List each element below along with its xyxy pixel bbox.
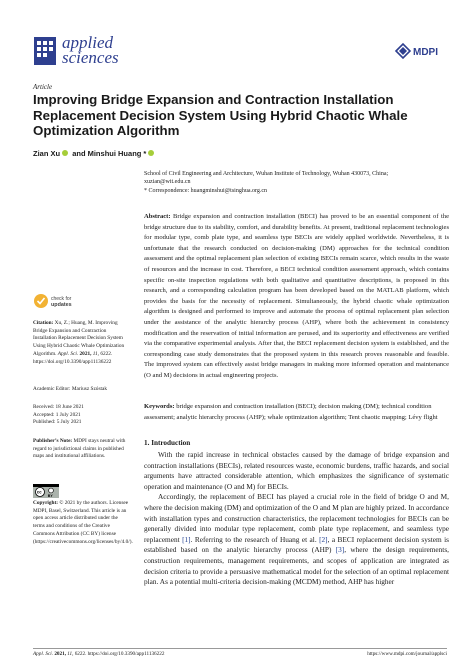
author-name: and Minshui Huang * (72, 149, 147, 158)
page-footer (33, 648, 447, 657)
intro-paragraph-1: With the rapid increase in technical obstacles caused by the damage of bridge expansion and contraction installations (BECIs), related resources waste, economic burdens, traffic hazards, and social arguments have attracted considerable attention, which emphasizes the significance of systematic operation and maintenance (O and M) for BECIs. (144, 450, 449, 491)
orcid-icon[interactable] (62, 150, 68, 156)
citation-text: Xu, Z.; Huang, M. Improving Bridge Expansion and Contraction Installation Replacement Decision System Using Hybrid Chaotic Whale Optimization Algorithm. (33, 320, 125, 357)
citation-volume: 11, (92, 350, 99, 357)
footer-journal-url[interactable]: https://www.mdpi.com/journal/applsci (367, 651, 447, 657)
article-title: Improving Bridge Expansion and Contraction Installation Replacement Decision System Using Hybrid Chaotic Whale Optimization Algorithm (33, 92, 408, 138)
orcid-icon[interactable] (148, 150, 154, 156)
journal-name-line2: sciences (62, 48, 119, 67)
publisher-note-label: Publisher’s Note: (33, 438, 73, 444)
citation-label: Citation: (33, 320, 54, 326)
citation-year: 2021, (79, 350, 92, 357)
abstract (144, 212, 449, 382)
introduction-text (144, 450, 449, 588)
reference-link[interactable]: [1] (182, 534, 191, 544)
publication-dates (33, 404, 130, 427)
footer-doi[interactable]: 6222. https://doi.org/10.3390/app11136222 (74, 651, 165, 657)
correspondence-line: * Correspondence: huangminshui@tsinghua.org.cn (144, 187, 268, 194)
author-name: Zian Xu (33, 149, 61, 158)
author-email[interactable]: xuzian@wit.edu.cn (144, 179, 191, 186)
author-list (33, 149, 156, 158)
academic-editor: Academic Editor: Mariusz Szóstak (33, 386, 107, 392)
accepted-date: Accepted: 1 July 2021 (33, 411, 81, 418)
copyright-text: © 2021 by the authors. Licensee MDPI, Basel, Switzerland. This article is an open access article distributed under the terms and conditions of the Creative Commons Attribution (CC BY) license (https://creativecommons.org/licenses/by/4.0/). (33, 500, 133, 545)
by-label: BY (47, 494, 53, 498)
footer-year: 2021, (54, 651, 66, 657)
copyright-label: Copyright: (33, 500, 59, 506)
affiliation-line: School of Civil Engineering and Architecture, Wuhan Institute of Technology, Wuhan 430073, China; (144, 171, 389, 177)
cc-label: cc (36, 489, 42, 495)
keywords-label: Keywords: (144, 403, 175, 410)
intro-p2-part: , a BECI replacement decision system is established based on the analytic hierarchy process (AHP) (144, 534, 449, 555)
cc-license-icon[interactable] (33, 484, 59, 498)
journal-name-line1: applied (62, 33, 113, 52)
citation-block (33, 320, 130, 366)
keywords-text: bridge expansion and contraction installation (BECI); decision making (DM); technical condition assessment; analytic hierarchy process (AHP); whale optimization algorithm; Tent chaotic mapping; Lévy flight (144, 403, 438, 421)
publisher-note-text: MDPI stays neutral with regard to jurisdictional claims in published maps and institutional affiliations. (33, 438, 126, 460)
reference-link[interactable]: [2] (319, 534, 328, 544)
journal-logo-icon (34, 37, 56, 65)
abstract-text: Bridge expansion and contraction installation (BECI) has proved to be an essential component of the bridge structure due to its stability, comfort, and durability benefits. At present, traditional replacement technologies for modular type, comb plate type, and seamless type BECIs are widely applied worldwide. Nevertheless, it is unfortunate that the research conducted on decision-making (DM) approaches for the technical condition assessment and the optimal replacement plan selection of existing BECIs remain scarce, which results in the waste of resources and the increase in cost. Therefore, a BECI technical condition assessment approach, which contains specific on-site inspection regulations with both qualitative and quantitative descriptions, is proposed in this research, and a corresponding calculation program has been developed based on the MATLAB platform, which provides the basis for the necessity of replacement. Simultaneously, the hybrid chaotic whale optimization algorithm is designed and performed to improve and automate the process of optimal replacement plan selection under the assistance of the analytic hierarchy process (AHP), where both the achievement in consistency modification and the reservation of initial information are perused, and its superiority and effectiveness are verified via the comparative experimental analysis. After that, the BECI replacement decision system is established, and the corresponding case study demonstrates that the proposed system in this research proves reasonable and feasible. The improved system can effectively assist bridge managers in making more informed operation and maintenance (O and M) decisions in actual engineering projects. (144, 213, 449, 379)
footer-volume: 11, (67, 651, 74, 657)
citation-journal: Appl. Sci. (57, 350, 79, 357)
check-for-updates-icon[interactable] (33, 290, 78, 312)
check-label-2: updates (51, 302, 72, 308)
intro-p2-part: Accordingly, the replacement of BECI has played a crucial role in the field of bridge O and M, where the decision making (DM) and optimization of the O and M plan are highly prized. In accordance with installation types and construction characteristics, the replacement technologies for BECIs can be generally divided into modular type replacement, comb plate type replacement, and seamless type replacement (144, 492, 449, 544)
mdpi-logo-icon (394, 41, 444, 61)
intro-paragraph-2 (144, 492, 449, 587)
publisher-name: MDPI (413, 47, 438, 58)
received-date: Received: 18 June 2021 (33, 404, 84, 410)
article-category: Article (33, 83, 53, 91)
section-heading-introduction: 1. Introduction (144, 439, 191, 447)
publisher-note (33, 438, 130, 461)
citation-doi[interactable]: 6222. https://doi.org/10.3390/app11136222 (33, 350, 113, 365)
copyright-block (33, 500, 133, 546)
affiliation (144, 170, 444, 195)
journal-header (34, 33, 454, 77)
keywords (144, 402, 449, 423)
check-label-1: check for (51, 296, 72, 302)
journal-name (62, 35, 119, 65)
intro-p2-part: . Referring to the research of Huang et al. (190, 534, 317, 544)
reference-link[interactable]: [3] (335, 545, 345, 555)
intro-p2-part: , where the design requirements, construction requirements, management requirements, and scopes of application are integrated as decision criteria to provide a persuasive mathematical model for the selection of an optimal replacement plan. As a potential multi-criteria decision-making (MCDM) method, AHP has higher (144, 545, 449, 587)
abstract-label: Abstract: (144, 213, 171, 220)
published-date: Published: 5 July 2021 (33, 419, 82, 426)
footer-journal: Appl. Sci. (33, 651, 54, 657)
footer-citation (33, 651, 164, 657)
